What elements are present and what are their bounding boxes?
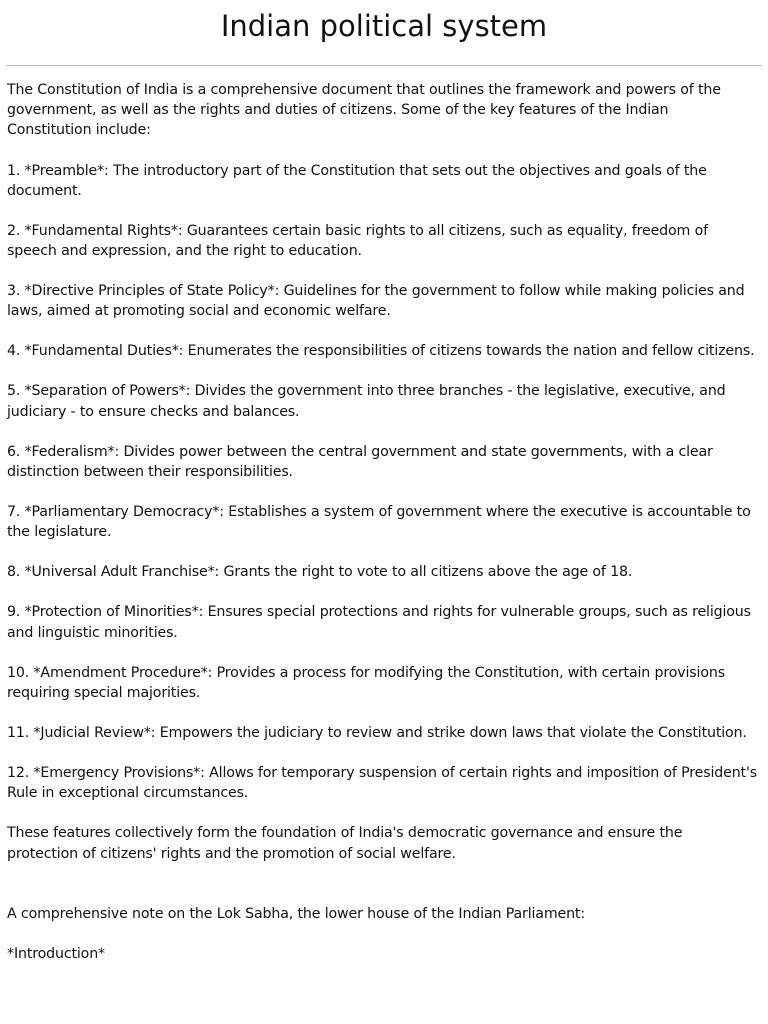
feature-item-federalism: 6. *Federalism*: Divides power between the central government and state governments, with a clear distinction between their responsibilities. — [7, 443, 713, 480]
title-divider — [6, 65, 762, 66]
feature-item-judicial-review: 11. *Judicial Review*: Empowers the judiciary to review and strike down laws that violate the Constitution. — [7, 725, 747, 742]
feature-item-directive-principles: 3. *Directive Principles of State Policy*: Guidelines for the government to follow while making policies and laws, aimed at promoting social and economic welfare. — [7, 283, 745, 320]
feature-item-amendment-procedure: 10. *Amendment Procedure*: Provides a process for modifying the Constitution, with certain provisions requiring special majorities. — [7, 664, 725, 701]
feature-item-fundamental-duties: 4. *Fundamental Duties*: Enumerates the responsibilities of citizens towards the nation and fellow citizens. — [7, 343, 755, 360]
feature-item-emergency-provisions: 12. *Emergency Provisions*: Allows for temporary suspension of certain rights and imposition of President's Rule in exceptional circumstances. — [7, 765, 757, 802]
lok-sabha-note: A comprehensive note on the Lok Sabha, the lower house of the Indian Parliament: — [7, 905, 585, 922]
feature-item-preamble: 1. *Preamble*: The introductory part of the Constitution that sets out the objectives and goals of the document. — [7, 162, 707, 199]
feature-item-protection-of-minorities: 9. *Protection of Minorities*: Ensures special protections and rights for vulnerable groups, such as religious and linguistic minorities. — [7, 604, 751, 641]
feature-item-universal-adult-franchise: 8. *Universal Adult Franchise*: Grants the right to vote to all citizens above the age of 18. — [7, 564, 633, 581]
intro-paragraph: The Constitution of India is a comprehensive document that outlines the framework and powers of the government, as well as the rights and duties of citizens. Some of the key features of the Indian Constitution include: — [7, 82, 721, 139]
feature-item-separation-of-powers: 5. *Separation of Powers*: Divides the government into three branches - the legislative, executive, and judiciary - to ensure checks and balances. — [7, 383, 726, 420]
page-title: Indian political system — [220, 9, 548, 43]
section-heading-introduction: *Introduction* — [7, 945, 106, 962]
document-body — [7, 80, 757, 984]
feature-item-parliamentary-democracy: 7. *Parliamentary Democracy*: Establishes a system of government where the executive is accountable to the legislature. — [7, 504, 751, 541]
feature-item-fundamental-rights: 2. *Fundamental Rights*: Guarantees certain basic rights to all citizens, such as equality, freedom of speech and expression, and the right to education. — [7, 222, 708, 259]
conclusion-paragraph: These features collectively form the foundation of India's democratic governance and ensure the protection of citizens' rights and the promotion of social welfare. — [7, 825, 683, 862]
